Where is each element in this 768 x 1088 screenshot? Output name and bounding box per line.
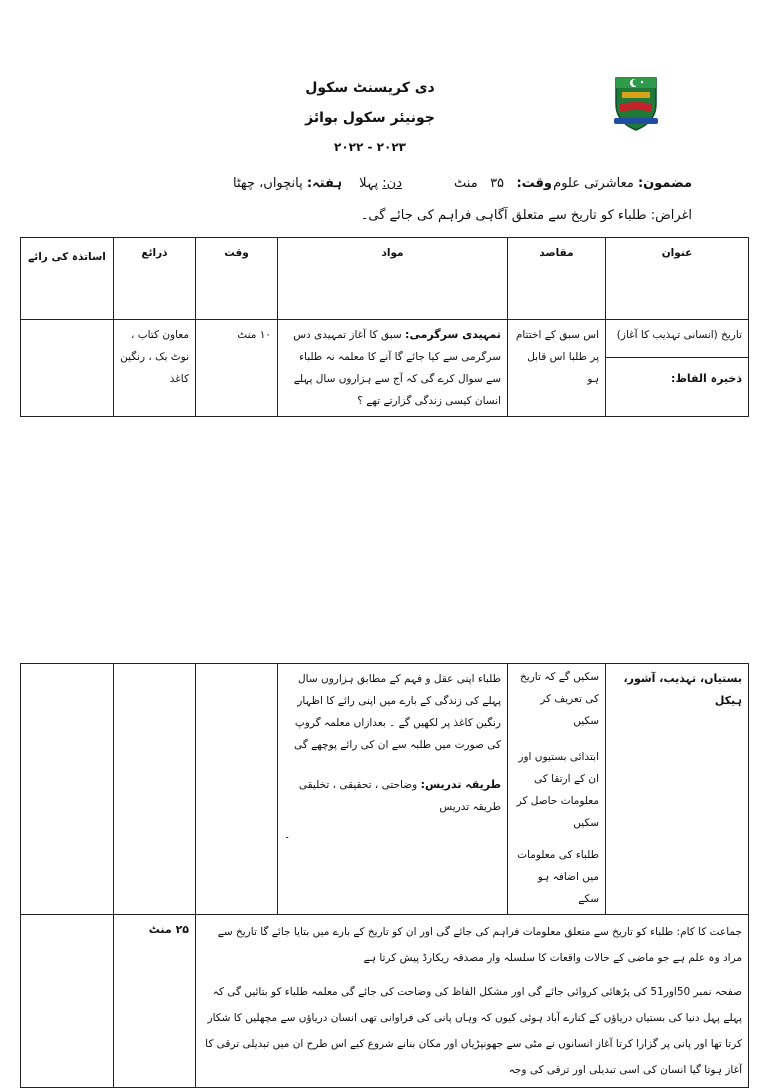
resources-cell-2 [114, 664, 196, 915]
classwork-remarks [21, 915, 114, 1088]
topic-cell [606, 320, 749, 417]
vocab-words: بستیاں، تہذیب، آشور، ہیکل [606, 664, 749, 915]
objectives-continued [508, 664, 606, 915]
intro-activity-text: سبق کا آغاز تمہیدی دس سرگرمی سے کیا جائے گا آنے کا معلمہ نہ طلباء سے سوال کرے گی کہ آج سے ہزاروں سال پہلے انسان کیسی زندگی گزارتے تھے ؟ [293, 329, 501, 407]
meta-line [72, 176, 692, 196]
time-unit: منٹ [454, 176, 478, 191]
classwork-time: ۲۵ منٹ [114, 915, 196, 1088]
resources-cell: معاون کتاب ، نوٹ بک ، رنگین کاغذ [114, 320, 196, 417]
intro-activity-label: تمہیدی سرگرمی: [405, 328, 501, 341]
teaching-method-text: وضاحتی ، تحقیقی ، تخلیقی طریقہ تدریس [298, 779, 501, 813]
header-resources: ذرائع [114, 238, 196, 320]
topic-text: تاریخ (انسانی تہذیب کا آغاز) [606, 320, 748, 358]
time-cell-2 [196, 664, 278, 915]
dash-mark: ۔ [284, 829, 291, 841]
content-cell [278, 320, 508, 417]
classwork-paragraph-1: جماعت کا کام: طلباء کو تاریخ سے متعلق معلومات فراہم کی جائے گی اور ان کو تاریخ کے بارے میں بتایا جائے گا تاریخ سے مراد وہ علم ہے جو ماضی کے حالات واقعات کا سلسلہ وار مصدقہ ریکارڈ پیش کرتا ہے [217, 926, 742, 964]
aim-line [72, 208, 692, 223]
week-value: پانچواں، چھٹا [233, 176, 303, 191]
school-name: دی کریسنٹ سکول [305, 80, 435, 96]
content-continued [278, 664, 508, 915]
shield-crescent-logo-icon [612, 74, 660, 132]
lesson-table-1 [20, 237, 749, 417]
aim-text: طلباء کو تاریخ سے متعلق آگاہی فراہم کی جائے گی۔ [360, 208, 647, 223]
header-objectives: مقاصد [508, 238, 606, 320]
day-label: دن: [382, 176, 402, 191]
header-topic: عنوان [606, 238, 749, 320]
aim-label: اغراض: [650, 208, 692, 223]
week-label: ہفتہ: [306, 176, 342, 191]
time-label: وقت: [516, 176, 552, 191]
content-paragraph: طلباء اپنی عقل و فہم کے مطابق ہزاروں سال پہلے کی زندگی کے بارے میں اپنی رائے کا اظہار رنگین کاغذ پر لکھیں گے ۔ بعدازاں معلمہ گروپ کی صورت میں طلبہ سے ان کی رائے پوچھے گی [294, 673, 501, 751]
objective-2: ابتدائی بستیوں اور ان کے ارتقا کی معلومات حاصل کر سکیں [516, 751, 599, 829]
classwork-paragraph-2: صفحہ نمبر 50اور51 کی پڑھائی کروائی جائے گی اور مشکل الفاظ کی وضاحت کی جائے گی معلمہ طلباء کو بتائیں گی کہ پہلے پہل دنیا کی بستیاں دریاؤں کے کنارے آباد ہوئی کیوں کہ وہاں پانی کی فراوانی تھی انسان دریاؤں سے مچھلیں کا شکار کرتا تھا اور پانی پر گزارا کرتا آغاز انسانوں نے مٹی سے جھونپڑیاں اور مکان بنانے شروع کیے اس طرح ان میں تبدیلی ترقی کا آغاز ہوتا گیا انسان کی اسی تبدیلی اور ترقی کی وجہ [205, 986, 742, 1076]
header-content: مواد [278, 238, 508, 320]
objectives-cell: اس سبق کے اختتام پر طلبا اس قابل ہو [508, 320, 606, 417]
teaching-method-label: طریقہ تدریس: [420, 778, 501, 791]
lesson-table-2 [20, 663, 749, 1088]
teacher-remarks-cell-2 [21, 664, 114, 915]
school-branch: جونیئر سکول بوائز [305, 110, 435, 126]
objective-3: طلباء کی معلومات میں اضافہ ہو سکے [517, 849, 599, 905]
header-teacher-remarks: اساتذہ کی رائے [21, 238, 114, 320]
time-value: ۳۵ [490, 176, 505, 191]
vocab-label: ذخیرہ الفاظ: [671, 372, 742, 385]
session-years: ۲۰۲۳ - ۲۰۲۲ [334, 140, 406, 154]
teacher-remarks-cell [21, 320, 114, 417]
day-value: پہلا [359, 176, 379, 191]
time-cell: ۱۰ منٹ [196, 320, 278, 417]
subject-label: مضمون: [637, 176, 692, 191]
subject-value: معاشرتی علوم [553, 176, 634, 191]
classwork-cell [196, 915, 749, 1088]
header-time: وقت [196, 238, 278, 320]
objective-1: سکیں گے کہ تاریخ کی تعریف کر سکیں [520, 671, 599, 727]
